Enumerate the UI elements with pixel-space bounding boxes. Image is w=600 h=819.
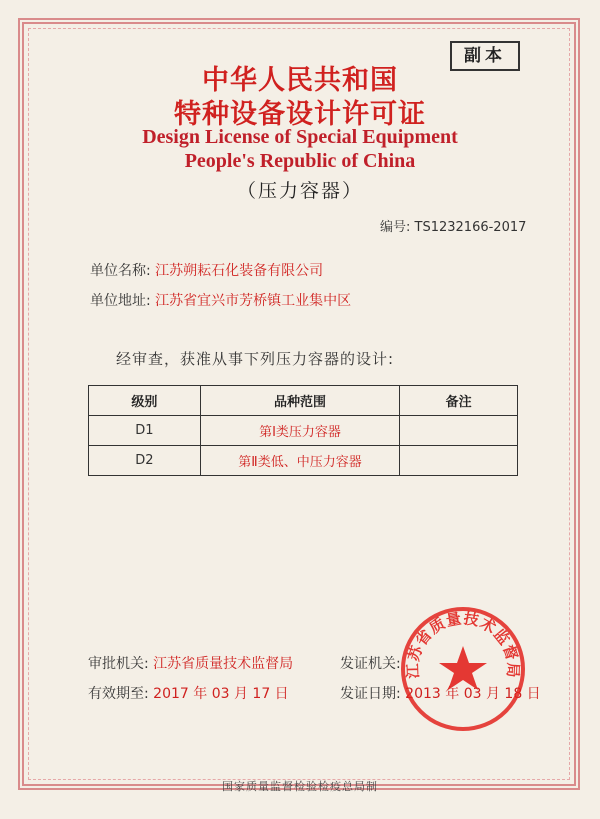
row-note bbox=[400, 446, 518, 476]
table-header-row bbox=[89, 386, 518, 416]
company-address-field bbox=[90, 290, 351, 310]
certificate-number bbox=[380, 216, 526, 235]
copy-badge: 副本 bbox=[450, 41, 520, 71]
table-row bbox=[89, 416, 518, 446]
seal-text: 江苏省质量技术监督局 bbox=[403, 609, 523, 679]
row-range: 第Ⅰ类压力容器 bbox=[200, 416, 400, 446]
approval-authority-field bbox=[88, 653, 293, 673]
company-name-value: 江苏朔耘石化装备有限公司 bbox=[155, 263, 324, 279]
issue-date-label: 发证日期: bbox=[340, 686, 401, 702]
row-level: D1 bbox=[89, 416, 201, 446]
scope-table bbox=[88, 385, 518, 476]
approval-authority-label: 审批机关: bbox=[88, 656, 149, 672]
title-en-line2: People's Republic of China bbox=[184, 150, 416, 172]
valid-until-field bbox=[88, 683, 289, 703]
row-note bbox=[400, 416, 518, 446]
header-level: 级别 bbox=[89, 386, 201, 416]
printer-credit: 国家质量监督检验检疫总局制 bbox=[222, 780, 378, 793]
issuing-authority-field bbox=[340, 653, 401, 673]
valid-until-label: 有效期至: bbox=[88, 686, 149, 702]
issue-date-value: 2013 年 03 月 18 日 bbox=[405, 686, 541, 702]
approval-statement: 经审查，获准从事下列压力容器的设计: bbox=[116, 350, 395, 368]
title-cn-line2: 特种设备设计许可证 bbox=[174, 99, 426, 130]
official-seal bbox=[398, 604, 528, 734]
valid-until-value: 2017 年 03 月 17 日 bbox=[153, 686, 289, 702]
approval-authority-value: 江苏省质量技术监督局 bbox=[153, 656, 294, 672]
subtitle: （压力容器） bbox=[236, 180, 363, 202]
row-range: 第Ⅱ类低、中压力容器 bbox=[200, 446, 400, 476]
table-row bbox=[89, 446, 518, 476]
row-level: D2 bbox=[89, 446, 201, 476]
header-range: 品种范围 bbox=[200, 386, 400, 416]
certificate-number-label: 编号: bbox=[380, 220, 411, 235]
certificate-number-value: TS1232166-2017 bbox=[414, 220, 527, 235]
company-address-value: 江苏省宜兴市芳桥镇工业集中区 bbox=[155, 293, 352, 309]
title-en-line1: Design License of Special Equipment bbox=[142, 126, 458, 148]
title-cn-line1: 中华人民共和国 bbox=[202, 65, 398, 96]
star-icon bbox=[439, 646, 487, 690]
company-address-label: 单位地址: bbox=[90, 293, 151, 309]
issuing-authority-label: 发证机关: bbox=[340, 656, 401, 672]
company-name-field bbox=[90, 260, 323, 280]
company-name-label: 单位名称: bbox=[90, 263, 151, 279]
header-note: 备注 bbox=[400, 386, 518, 416]
